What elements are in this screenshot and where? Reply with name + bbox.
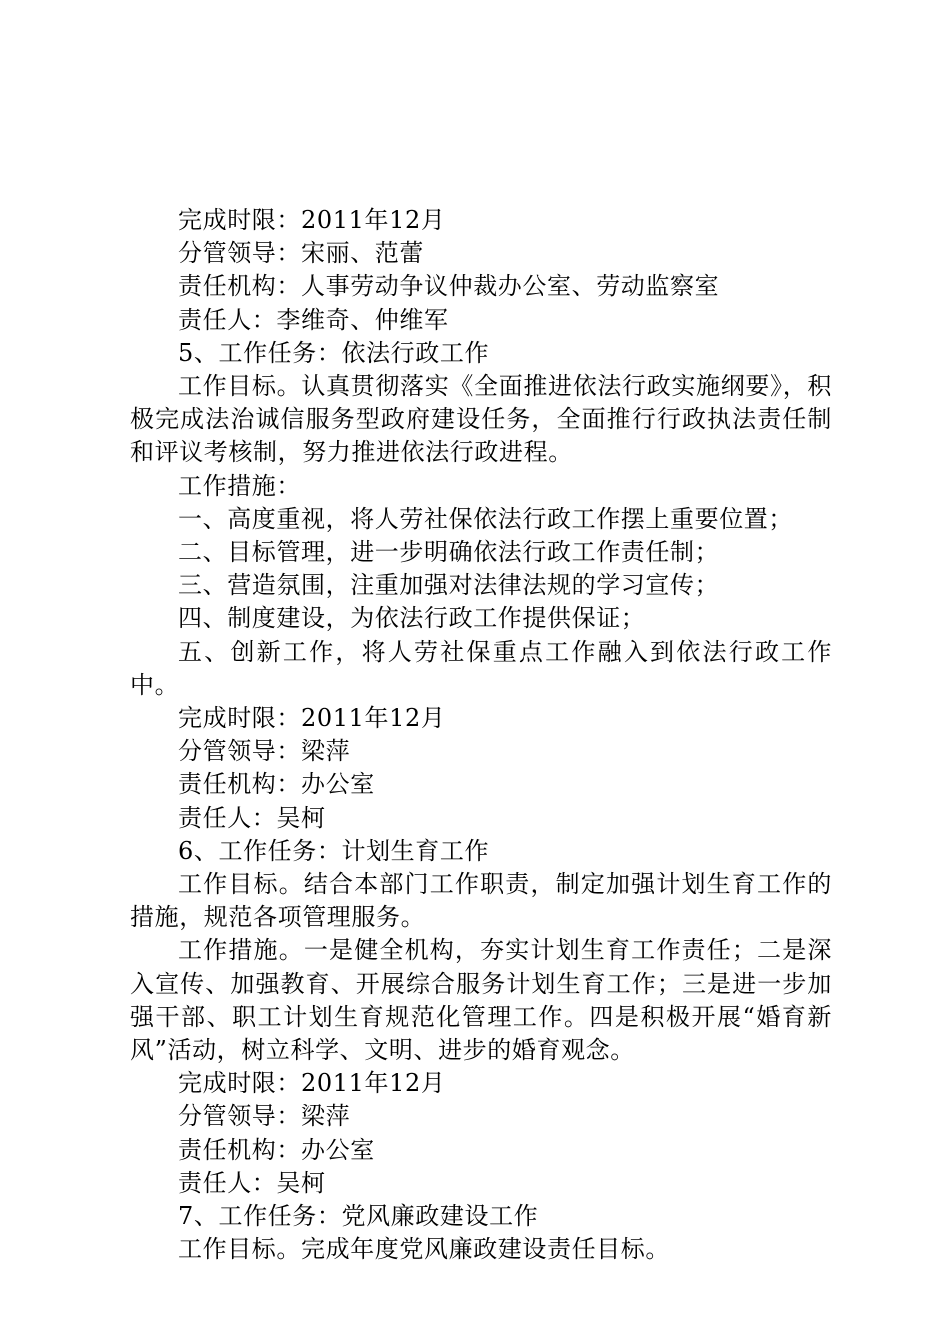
measures-paragraph: 工作措施。一是健全机构，夯实计划生育工作责任；二是深入宣传、加强教育、开展综合服务计划生育工作；三是进一步加强干部、职工计划生育规范化管理工作。四是积极开展“婚育新风”活动，树立科学、文明、进步的婚育观念。 <box>130 936 832 1065</box>
measures-heading: 工作措施： <box>178 471 301 500</box>
measure-item: 一、高度重视，将人劳社保依法行政工作摆上重要位置； <box>178 504 793 533</box>
task-heading: 5、工作任务：依法行政工作 <box>178 338 490 367</box>
deadline-line: 完成时限：2011年12月 <box>178 704 446 733</box>
goal-paragraph: 工作目标。完成年度党风廉政建设责任目标。 <box>178 1235 670 1264</box>
responsible-org-line: 责任机构：人事劳动争议仲裁办公室、劳动监察室 <box>178 272 720 301</box>
leader-line: 分管领导：梁萍 <box>178 1102 351 1131</box>
leader-line: 分管领导：宋丽、范蕾 <box>178 239 424 268</box>
document-body <box>130 204 832 1267</box>
task-heading: 7、工作任务：党风廉政建设工作 <box>178 1202 539 1231</box>
measure-item: 四、制度建设，为依法行政工作提供保证； <box>178 604 646 633</box>
deadline-line: 完成时限：2011年12月 <box>178 1069 446 1098</box>
responsible-person-line: 责任人：李维奇、仲维军 <box>178 305 449 334</box>
deadline-line: 完成时限：2011年12月 <box>178 206 446 234</box>
responsible-person-line: 责任人：吴柯 <box>178 1168 326 1197</box>
leader-line: 分管领导：梁萍 <box>178 737 351 766</box>
responsible-org-line: 责任机构：办公室 <box>178 1135 375 1164</box>
measure-item: 二、目标管理，进一步明确依法行政工作责任制； <box>178 538 720 567</box>
measure-item: 五、创新工作，将人劳社保重点工作融入到依法行政工作中。 <box>130 637 832 699</box>
task-heading: 6、工作任务：计划生育工作 <box>178 836 490 865</box>
measure-item: 三、营造氛围，注重加强对法律法规的学习宣传； <box>178 571 720 600</box>
goal-paragraph: 工作目标。结合本部门工作职责，制定加强计划生育工作的措施，规范各项管理服务。 <box>130 870 832 932</box>
goal-paragraph: 工作目标。认真贯彻落实《全面推进依法行政实施纲要》，积极完成法治诚信服务型政府建设任务，全面推行行政执法责任制和评议考核制，努力推进依法行政进程。 <box>130 372 832 467</box>
responsible-org-line: 责任机构：办公室 <box>178 770 375 799</box>
responsible-person-line: 责任人：吴柯 <box>178 803 326 832</box>
